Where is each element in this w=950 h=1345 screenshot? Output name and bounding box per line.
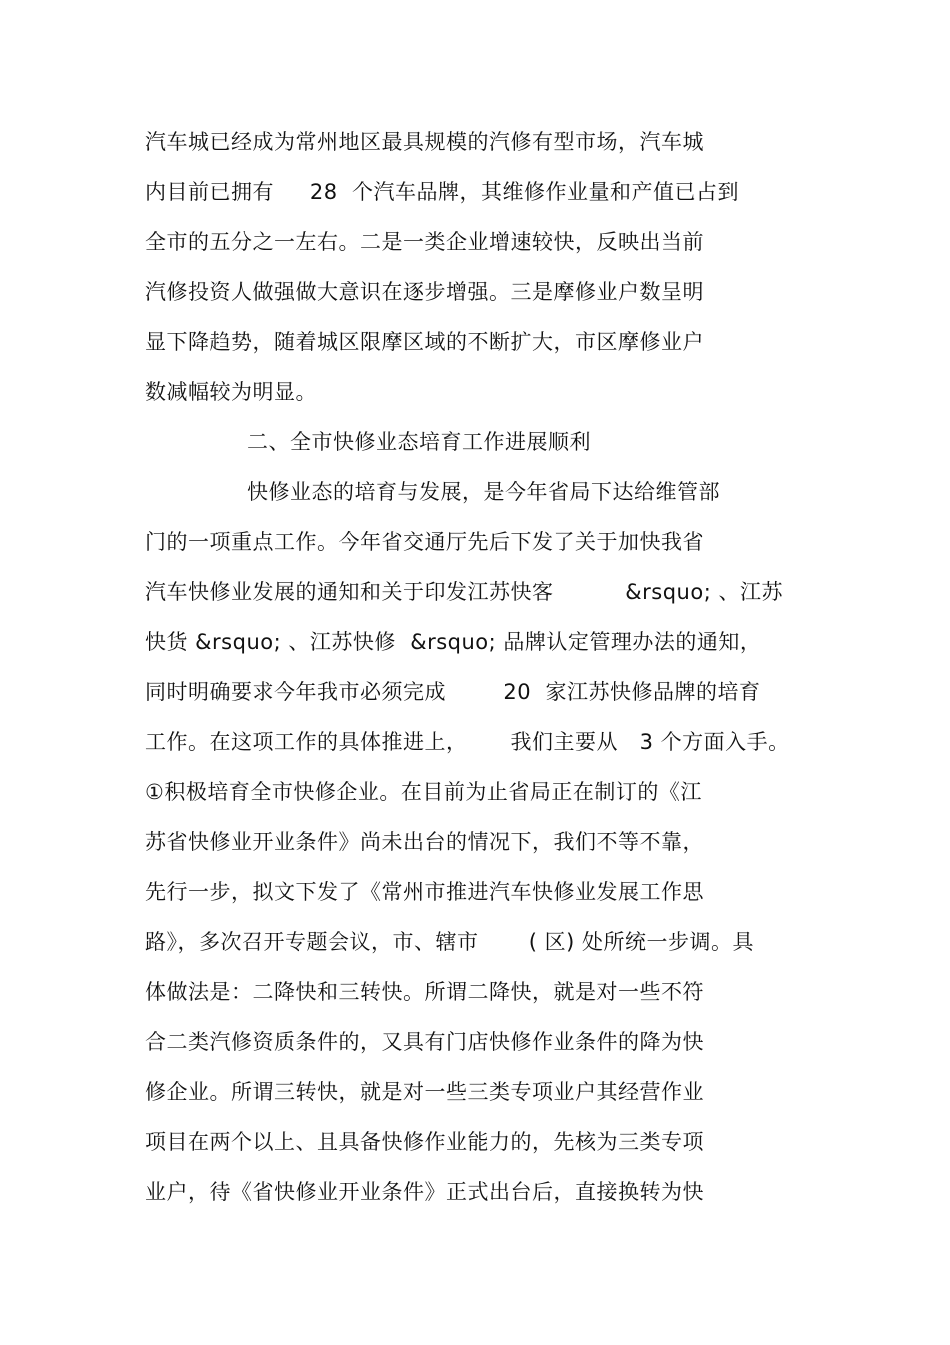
text-line: 全市的五分之一左右。二是一类企业增速较快，反映出当前: [145, 230, 704, 254]
text-line: 路》，多次召开专题会议，市、辖市 ( 区) 处所统一步调。具: [145, 930, 754, 954]
text-line: 快货 &rsquo; 、江苏快修 &rsquo; 品牌认定管理办法的通知，: [145, 630, 762, 654]
text-line: 工作。在这项工作的具体推进上， 我们主要从 3 个方面入手。: [145, 730, 790, 754]
text-line: 汽车城已经成为常州地区最具规模的汽修有型市场，汽车城: [145, 130, 704, 154]
text-line: 项目在两个以上、且具备快修作业能力的，先核为三类专项: [145, 1130, 704, 1154]
text-line: 汽车快修业发展的通知和关于印发江苏快客 &rsquo; 、江苏: [145, 580, 783, 604]
text-line: 同时明确要求今年我市必须完成 20 家江苏快修品牌的培育: [145, 680, 761, 704]
text-line: 显下降趋势，随着城区限摩区域的不断扩大，市区摩修业户: [145, 330, 704, 354]
text-line: 汽修投资人做强做大意识在逐步增强。三是摩修业户数呈明: [145, 280, 704, 304]
text-line: ①积极培育全市快修企业。在目前为止省局正在制订的《江: [145, 780, 702, 804]
section-heading: 二、全市快修业态培育工作进展顺利: [247, 430, 591, 454]
text-line: 先行一步，拟文下发了《常州市推进汽车快修业发展工作思: [145, 880, 704, 904]
text-line: 苏省快修业开业条件》尚未出台的情况下，我们不等不靠，: [145, 830, 704, 854]
text-line: 合二类汽修资质条件的，又具有门店快修作业条件的降为快: [145, 1030, 704, 1054]
text-line: 业户，待《省快修业开业条件》正式出台后，直接换转为快: [145, 1180, 704, 1204]
text-line: 数减幅较为明显。: [145, 380, 317, 404]
text-line: 修企业。所谓三转快，就是对一些三类专项业户其经营作业: [145, 1080, 704, 1104]
text-line: 门的一项重点工作。今年省交通厅先后下发了关于加快我省: [145, 530, 704, 554]
text-line: 快修业态的培育与发展，是今年省局下达给维管部: [247, 480, 720, 504]
text-line: 体做法是：二降快和三转快。所谓二降快，就是对一些不符: [145, 980, 704, 1004]
text-line: 内目前已拥有 28 个汽车品牌，其维修作业量和产值已占到: [145, 180, 739, 204]
